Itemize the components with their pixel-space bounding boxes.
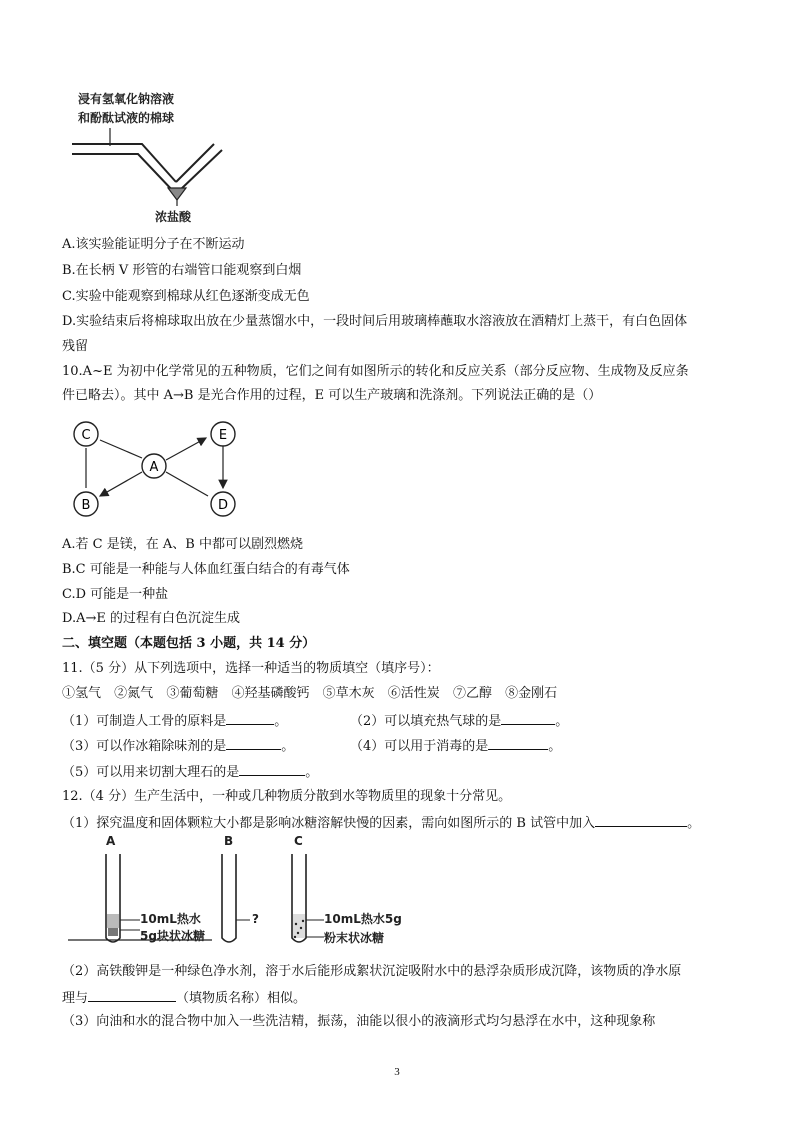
q12-part-2-text: 理与: [62, 991, 89, 1006]
q11-item-4-blank[interactable]: [488, 737, 548, 750]
q11-item-4-end: 。: [548, 739, 562, 754]
q11-choice-8: ⑧金刚石: [505, 686, 558, 701]
q11-item-4-text: （4）可以用于消毒的是: [350, 739, 489, 754]
q12-part-1: [62, 814, 700, 832]
q11-item-2-end: 。: [555, 714, 569, 729]
q11-choice-2: ②氮气: [114, 686, 154, 701]
node-d: [211, 492, 235, 516]
node-a: [142, 454, 166, 478]
tube-b-label: B: [224, 834, 234, 848]
node-d-label: D: [217, 498, 229, 513]
v-tube-diagram: [62, 84, 262, 224]
q9-option-d: D.实验结束后将棉球取出放在少量蒸馏水中，一段时间后用玻璃棒蘸取水溶液放在酒精灯上蒸干，有白色固体: [62, 314, 688, 329]
node-b: [74, 492, 98, 516]
q10-stem-line-1: 10.A~E 为初中化学常见的五种物质，它们之间有如图所示的转化和反应关系（部分反应物、生成物及反应条: [62, 364, 689, 379]
q9-option-c: C.实验中能观察到棉球从红色逐渐变成无色: [62, 289, 310, 304]
tube-c-label: C: [294, 834, 303, 848]
q11-item-5-end: 。: [305, 765, 319, 780]
q11-choice-7: ⑦乙醇: [452, 686, 492, 701]
tube-a-label: A: [106, 834, 116, 848]
node-b-label: B: [81, 498, 91, 513]
q11-item-4: [350, 737, 561, 755]
q12-test-tube-figure: [62, 834, 422, 954]
tube-c-label-sugar: 粉末状冰糖: [324, 931, 385, 945]
q11-item-1-end: 。: [274, 714, 288, 729]
q10-stem-line-2: 件已略去）。其中 A→B 是光合作用的过程，E 可以生产玻璃和洗涤剂。下列说法正确的是（）: [62, 388, 602, 403]
q11-choice-1: ①氢气: [62, 686, 102, 701]
q11-item-3-text: （3）可以作冰箱除味剂的是: [62, 739, 227, 754]
node-c-label: C: [81, 428, 91, 443]
q11-item-2-blank[interactable]: [501, 712, 555, 725]
q11-item-5-blank[interactable]: [239, 763, 305, 776]
q10-option-a: A.若 C 是镁，在 A、B 中都可以剧烈燃烧: [62, 537, 303, 552]
q12-part-2-line-1: （2）高铁酸钾是一种绿色净水剂，溶于水后能形成絮状沉淀吸附水中的悬浮杂质形成沉降，该物质的净水原: [62, 964, 682, 979]
q11-stem: 11.（5 分）从下列选项中，选择一种适当的物质填空（填序号）：: [62, 661, 440, 676]
q11-item-3-blank[interactable]: [226, 737, 281, 750]
node-c: [74, 422, 98, 446]
q11-choice-3: ③葡萄糖: [166, 686, 219, 701]
node-a-label: A: [149, 460, 159, 475]
tube-c-label-water: 10mL热水5g: [324, 912, 402, 926]
q9-figure-label-bottom: 浓盐酸: [155, 210, 192, 224]
q9-figure-label-top-1: 浸有氢氧化钠溶液: [78, 92, 175, 106]
q11-choice-4: ④羟基磷酸钙: [231, 686, 310, 701]
q11-choices: [62, 686, 557, 702]
q11-item-2-text: （2）可以填充热气球的是: [350, 714, 502, 729]
q11-item-1: [62, 712, 287, 730]
q11-item-3: [62, 737, 294, 755]
q11-item-5: [62, 763, 318, 781]
q12-part-2-blank[interactable]: [88, 989, 176, 1002]
q9-figure-label-top-2: 和酚酞试液的棉球: [78, 111, 175, 125]
q12-part-2-end: （填物质名称）相似。: [176, 991, 307, 1006]
node-e: [211, 422, 235, 446]
q11-choice-6: ⑥活性炭: [387, 686, 440, 701]
section-2-title: 二、填空题（本题包括 3 小题，共 14 分）: [62, 636, 316, 651]
q9-option-b: B.在长柄 V 形管的右端管口能观察到白烟: [62, 263, 302, 278]
q12-stem: 12.（4 分）生产生活中，一种或几种物质分散到水等物质里的现象十分常见。: [62, 789, 512, 804]
q9-figure: [62, 84, 262, 224]
q12-part-3-line-1: （3）向油和水的混合物中加入一些洗洁精，振荡，油能以很小的液滴形式均匀悬浮在水中，这种现象称: [62, 1014, 656, 1029]
q12-part-1-text: （1）探究温度和固体颗粒大小都是影响冰糖溶解快慢的因素，需向如图所示的 B 试管中加入: [62, 816, 596, 831]
q10-option-b: B.C 可能是一种能与人体血红蛋白结合的有毒气体: [62, 562, 350, 577]
q12-part-1-blank[interactable]: [595, 814, 687, 827]
q10-option-d: D.A→E 的过程有白色沉淀生成: [62, 611, 240, 626]
tube-a-label-sugar: 5g块状冰糖: [140, 929, 205, 943]
tube-b-question-mark: ?: [252, 912, 259, 926]
q9-option-d-continued: 残留: [62, 339, 89, 354]
q11-item-3-end: 。: [281, 739, 295, 754]
tube-a-label-water: 10mL热水: [140, 912, 201, 926]
q11-item-2: [350, 712, 568, 730]
q11-item-5-text: （5）可以用来切割大理石的是: [62, 765, 240, 780]
q11-item-1-text: （1）可制造人工骨的原料是: [62, 714, 227, 729]
node-e-label: E: [218, 428, 228, 443]
q10-reaction-diagram: [66, 418, 256, 528]
q10-option-c: C.D 可能是一种盐: [62, 587, 169, 602]
q12-part-2-line-2: [62, 989, 306, 1007]
q9-option-a: A.该实验能证明分子在不断运动: [62, 237, 245, 252]
q11-choice-5: ⑤草木灰: [322, 686, 375, 701]
page-number: 3: [394, 1066, 400, 1078]
q11-item-1-blank[interactable]: [226, 712, 274, 725]
q12-part-1-end: 。: [687, 816, 701, 831]
